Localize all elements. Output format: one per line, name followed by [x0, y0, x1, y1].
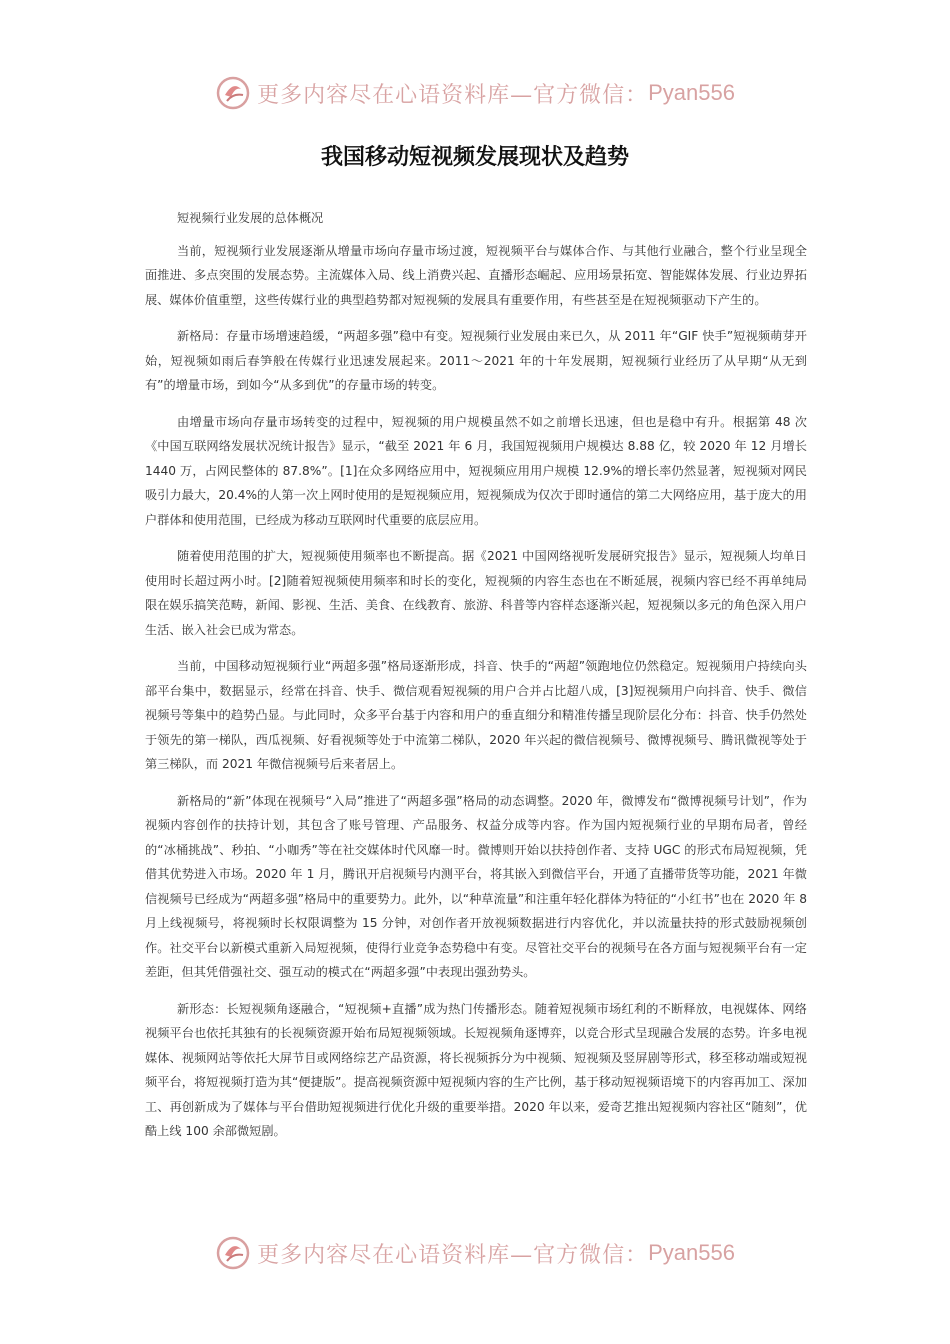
paragraph: 由增量市场向存量市场转变的过程中，短视频的用户规模虽然不如之前增长迅速，但也是稳中有升。根据第 48 次《中国互联网络发展状况统计报告》显示，“截至 2021 年 6 月，我国短视频用户规模达 8.88 亿，较 2020 年 12 月增长 1440 万，占网民整体的 87.8%”。[1]在众多网络应用中，短视频应用用户规模 12.9%的增长率仍然显著，短视频对网民吸引力最大，20.4%的人第一次上网时使用的是短视频应用，短视频成为仅次于即时通信的第二大网络应用，基于庞大的用户群体和使用范围，已经成为移动互联网时代重要的底层应用。	[145, 414, 807, 527]
section-subheading: 短视频行业发展的总体概况	[177, 211, 324, 225]
brand-logo-icon	[215, 75, 251, 111]
paragraph: 当前，中国移动短视频行业“两超多强”格局逐渐形成，抖音、快手的“两超”领跑地位仍然稳定。短视频用户持续向头部平台集中，数据显示，经常在抖音、快手、微信观看短视频的用户合并占比超八成，[3]短视频用户向抖音、快手、微信视频号等集中的趋势凸显。与此同时，众多平台基于内容和用户的垂直细分和精准传播呈现阶层化分布：抖音、快手仍然处于领先的第一梯队，西瓜视频、好看视频等处于中流第二梯队，2020 年兴起的微信视频号、微博视频号、腾讯微视等处于第三梯队，而 2021 年微信视频号后来者居上。	[145, 659, 807, 771]
footer-banner	[0, 1233, 950, 1273]
header-banner	[0, 73, 950, 113]
paragraph: 新形态：长短视频角逐融合，“短视频+直播”成为热门传播形态。随着短视频市场红利的不断释放，电视媒体、网络视频平台也依托其独有的长视频资源开始布局短视频领域。长短视频角逐博弈，以竞合形式呈现融合发展的态势。许多电视媒体、视频网站等依托大屏节目或网络综艺产品资源，将长视频拆分为中视频、短视频及竖屏剧等形式，移至移动端或短视频平台，将短视频打造为其“便捷版”。提高视频资源中短视频内容的生产比例，基于移动短视频语境下的内容再加工、深加工、再创新成为了媒体与平台借助短视频进行优化升级的重要举措。2020 年以来，爱奇艺推出短视频内容社区“随刻”，优酷上线 100 余部微短剧。	[145, 1001, 807, 1138]
paragraph: 新格局的“新”体现在视频号“入局”推进了“两超多强”格局的动态调整。2020 年，微博发布“微博视频号计划”，作为视频内容创作的扶持计划，其包含了账号管理、产品服务、权益分成等内容。作为国内短视频行业的早期布局者，曾经的“冰桶挑战”、秒拍、“小咖秀”等在社交媒体时代风靡一时。微博则开始以扶持创作者、支持 UGC 的形式布局短视频，凭借其优势进入市场。2020 年 1 月，腾讯开启视频号内测平台，将其嵌入到微信平台，开通了直播带货等功能，2021 年微信视频号已经成为“两超多强”格局中的重要势力。此外，以“种草流量”和注重年轻化群体为特征的“小红书”也在 2020 年 8 月上线视频号，将视频时长权限调整为 15 分钟，对创作者开放视频数据进行内容优化，并以流量扶持的形式鼓励视频创作。社交平台以新模式重新入局短视频，使得行业竞争态势稳中有变。尽管社交平台的视频号在各方面与短视频平台有一定差距，但其凭借强社交、强互动的模式在“两超多强”中表现出强劲势头。	[145, 793, 807, 979]
brand-logo-icon	[215, 1235, 251, 1271]
article-body	[145, 206, 807, 1156]
banner-text: 更多内容尽在心语资料库—官方微信：	[257, 1242, 649, 1268]
paragraph: 当前，短视频行业发展逐渐从增量市场向存量市场过渡，短视频平台与媒体合作、与其他行业融合，整个行业呈现全面推进、多点突围的发展态势。主流媒体入局、线上消费兴起、直播形态崛起、应用场景拓宽、智能媒体发展、行业边界拓展、媒体价值重塑，这些传媒行业的典型趋势都对短视频的发展具有重要作用，有些甚至是在短视频驱动下产生的。	[145, 243, 807, 307]
banner-text: 更多内容尽在心语资料库—官方微信：	[257, 82, 649, 108]
banner-wechat-id: Pyan556	[648, 80, 735, 105]
document-title: 我国移动短视频发展现状及趋势	[320, 145, 629, 170]
banner-wechat-id: Pyan556	[648, 1240, 735, 1265]
paragraph: 新格局：存量市场增速趋缓，“两超多强”稳中有变。短视频行业发展由来已久，从 2011 年“GIF 快手”短视频萌芽开始，短视频如雨后春笋般在传媒行业迅速发展起来。2011～2021 年的十年发展期，短视频行业经历了从早期“从无到有”的增量市场，到如今“从多到优”的存量市场的转变。	[145, 329, 807, 392]
paragraph: 随着使用范围的扩大，短视频使用频率也不断提高。据《2021 中国网络视听发展研究报告》显示，短视频人均单日使用时长超过两小时。[2]随着短视频使用频率和时长的变化，短视频的内容生态也在不断延展，视频内容已经不再单纯局限在娱乐搞笑范畴，新闻、影视、生活、美食、在线教育、旅游、科普等内容样态逐渐兴起，短视频以多元的角色深入用户生活、嵌入社会已成为常态。	[145, 549, 807, 637]
